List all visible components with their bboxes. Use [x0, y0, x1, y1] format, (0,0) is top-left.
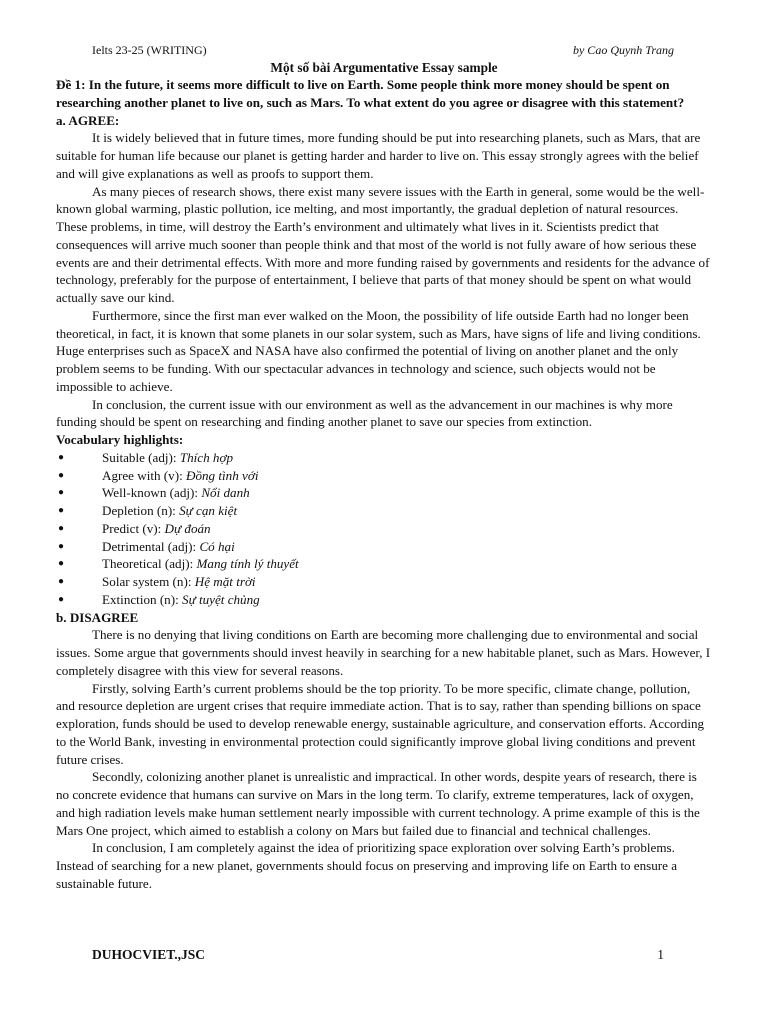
agree-paragraph: As many pieces of research shows, there exist many severe issues with the Earth in general, some would be the well-known global warming, plastic pollution, ice melting, and most importantly, the gradual depletion of natural resources. These problems, in time, will destroy the Earth’s environment and ultimately what lives in it. Scientists predict that consequences will arrive much sooner than people think and that most of the world is not fully aware of how serious these events are and their detrimental effects. With more and more funding raised by governments and residents for the advance of technology, preferably for the purpose of entertainment, I believe that parts of that money should be spent on what would actually save our kind. — [56, 183, 710, 305]
footer-company: DUHOCVIET.,JSC — [92, 947, 206, 962]
header-author: by Cao Quynh Trang — [572, 43, 674, 57]
vocabulary-meaning: Mang tính lý thuyết — [196, 556, 299, 572]
disagree-paragraph: In conclusion, I am completely against the idea of prioritizing space exploration over solving Earth’s problems. Instead of searching for a new planet, governments should focus on preserving and improving life on Earth to ensure a sustainable future. — [56, 840, 678, 891]
vocabulary-term: Depletion (n): — [102, 503, 180, 518]
vocabulary-item — [56, 573, 712, 591]
vocabulary-item — [56, 520, 712, 538]
vocabulary-item — [56, 591, 712, 609]
vocabulary-term: Well-known (adj): — [102, 485, 202, 501]
vocabulary-meaning: Thích hợp — [179, 449, 234, 465]
bullet-icon: ● — [58, 558, 65, 570]
essay-question: Đề 1: In the future, it seems more difficult to live on Earth. Some people think more money should be spent on researching another planet to live on, such as Mars. To what extent do you agree or disagree with this statement? — [56, 77, 685, 110]
vocabulary-meaning: Dự đoán — [164, 520, 211, 536]
bullet-icon: ● — [58, 522, 65, 534]
vocabulary-term: Solar system (n): — [102, 574, 195, 589]
vocabulary-item — [56, 538, 712, 556]
vocabulary-item — [56, 555, 712, 573]
document-body — [56, 59, 712, 893]
vocabulary-term: Suitable (adj): — [102, 449, 180, 465]
disagree-paragraph: Firstly, solving Earth’s current problems should be the top priority. To be more specific, climate change, pollution, and resource depletion are urgent crises that require immediate action. That is to say, rather than spending billions on space exploration, funds should be used to develop renewable energy, sustainable agriculture, and conservation efforts. According to the World Bank, investing in environmental protection could significantly improve global living conditions and prevent future crises. — [56, 680, 705, 767]
vocabulary-meaning: Hệ mặt trời — [194, 574, 256, 589]
vocabulary-term: Extinction (n): — [102, 591, 183, 607]
vocabulary-meaning: Có hại — [199, 538, 235, 554]
header-course: Ielts 23-25 (WRITING) — [92, 43, 207, 57]
bullet-icon: ● — [58, 505, 65, 516]
vocabulary-item — [56, 502, 712, 520]
bullet-icon: ● — [58, 576, 65, 587]
vocabulary-term: Detrimental (adj): — [102, 538, 200, 554]
vocabulary-item — [56, 467, 712, 485]
disagree-paragraph: Secondly, colonizing another planet is unrealistic and impractical. In other words, despite years of research, there is no concrete evidence that humans can survive on Mars in the long term. To clarify, extreme temperatures, lack of oxygen, and high radiation levels make human settlement nearly impossible with current technology. A prime example of this is the Mars One project, which aimed to establish a colony on Mars but failed due to financial and technical challenges. — [56, 769, 700, 838]
vocabulary-heading: Vocabulary highlights: — [56, 432, 184, 447]
vocabulary-meaning: Đồng tình với — [186, 467, 259, 483]
bullet-icon: ● — [58, 451, 65, 463]
disagree-heading: b. DISAGREE — [56, 609, 139, 625]
vocabulary-term: Predict (v): — [102, 520, 165, 536]
agree-paragraph: Furthermore, since the first man ever walked on the Moon, the possibility of life outside Earth had no longer been theoretical, in fact, it is known that some planets in our solar system, such as Mars, have signs of life and living conditions. Huge enterprises such as SpaceX and NASA have also confirmed the potential of living on another planet and the only problem seems to be funding. With our spectacular advances in technology and science, such objects would not be impossible to achieve. — [56, 307, 701, 394]
vocabulary-item — [56, 484, 712, 502]
vocabulary-term: Theoretical (adj): — [102, 556, 197, 572]
bullet-icon: ● — [58, 540, 65, 552]
bullet-icon: ● — [58, 593, 65, 605]
agree-heading: a. AGREE: — [56, 112, 120, 128]
page-title: Một số bài Argumentative Essay sample — [270, 60, 498, 75]
bullet-icon: ● — [58, 487, 65, 499]
vocabulary-meaning: Nổi danh — [201, 485, 250, 501]
vocabulary-term: Agree with (v): — [102, 467, 186, 483]
vocabulary-item — [56, 449, 712, 467]
bullet-icon: ● — [58, 469, 65, 481]
agree-paragraph: In conclusion, the current issue with our environment as well as the advancement in our machines is why more funding should be spent on researching and finding another planet to save our species from extinction. — [56, 396, 673, 430]
vocabulary-meaning: Sự cạn kiệt — [179, 503, 238, 518]
vocabulary-meaning: Sự tuyệt chủng — [182, 591, 260, 607]
disagree-paragraph: There is no denying that living conditions on Earth are becoming more challenging due to environmental and social issues. Some argue that governments should invest heavily in searching for a new habitable planet, such as Mars. However, I completely disagree with this view for several reasons. — [56, 627, 711, 678]
page-number: 1 — [657, 947, 664, 962]
agree-paragraph: It is widely believed that in future times, more funding should be put into researching planets, such as Mars, that are suitable for human life because our planet is getting harder and harder to live on. This essay strongly agrees with the belief and will give explanations as well as proofs to support them. — [56, 130, 701, 181]
vocabulary-list — [56, 449, 712, 609]
